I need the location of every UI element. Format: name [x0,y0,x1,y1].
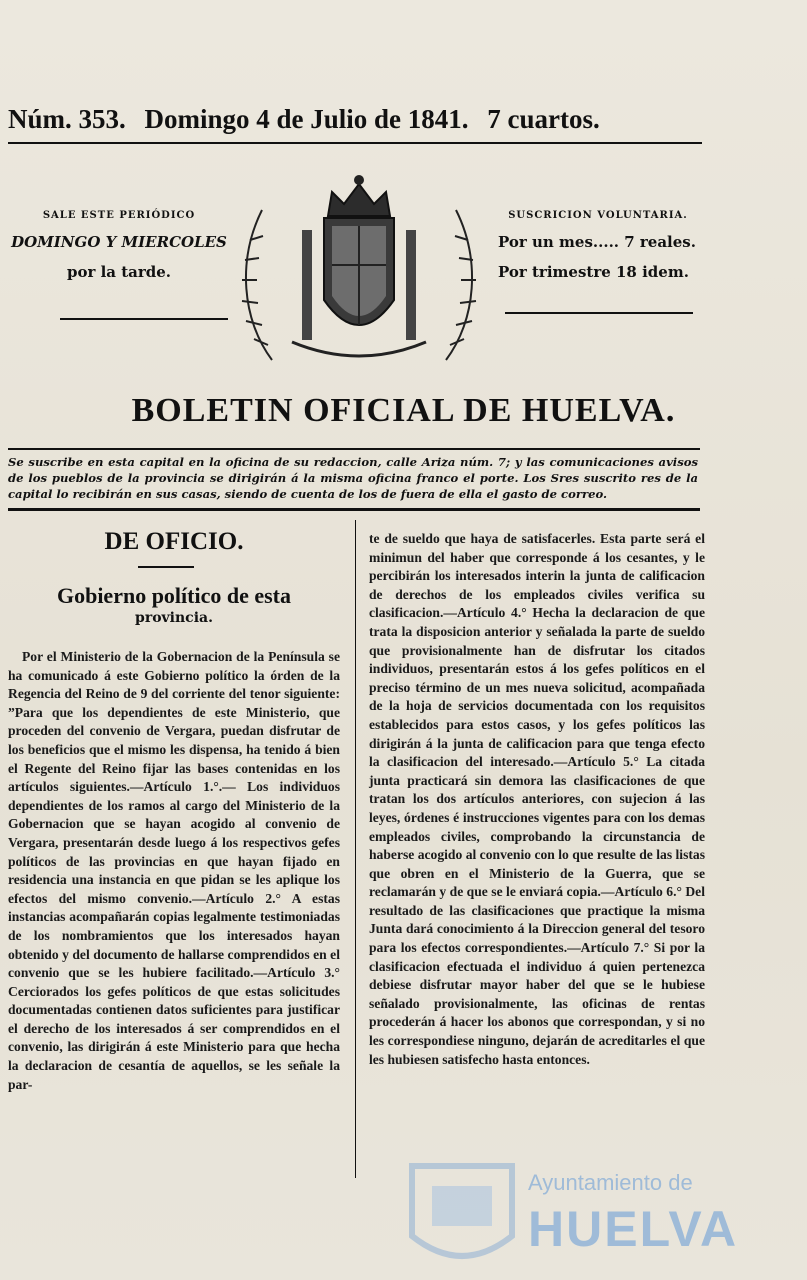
article-paragraph-continued: te de sueldo que haya de satisfacerles. Esta parte será el minimun del haber que corresponde á los cesantes, y le percibirán los interesados interin la junta de calificacion de derechos de los empleados civiles verifica su clasificacion.—Artículo 4.° Hecha la declaracion de que trata la disposicion anterior y señalada la parte de sueldo que provisionalmente han de disfrutar los citados individuos, presentarán estos á los gefes políticos en el preciso término de un mes nueva solicitud, acompañada de la hoja de servicios documentada con los requisitos establecidos para estos casos, y los gefes políticos las dirigirán á la junta de calificacion para que tenga efecto la clasificacion del interesado.—Artículo 5.° La citada junta practicará sin demora las clasificaciones de que tratan los dos artículos anteriores, con sujecion á las leyes, órdenes é instrucciones vigentes para con los demas empleados civiles, comprobando la circunstancia de haberse acogido al convenio con lo que resulte de las listas que obren en el Ministerio de la Guerra, que se reclamarán y de que se le enviará copia.—Artículo 6.° Del resultado de las clasificaciones que practique la misma Junta dará conocimiento á la Direccion general del tesoro para los efectos correspondientes.—Artículo 7.° Si por la clasificacion efectuada el individuo á quien pertenezca debiese disfrutar mayor haber del que se le hubiese señalado provisionalmente, las oficinas de rentas procederán á hacer los abonos que correspondan, y si no les correspondiese ninguno, dejarán de acreditarles el que les hubiesen satisfecho hasta entonces. [369,531,705,1067]
notice-top-rule [8,448,700,450]
publication-schedule [8,210,230,281]
article-heading-2: provincia. [135,610,213,626]
subscription-prices [498,210,698,281]
issue-number: Núm. 353. [8,104,126,134]
schedule-line-3: por la tarde. [66,263,172,281]
subscription-line-1: SUSCRICION VOLUNTARIA. [508,210,688,221]
section-heading: DE OFICIO. [104,528,244,555]
watermark-line-2: HUELVA [528,1201,739,1257]
left-block-rule [60,318,228,320]
schedule-line-1: SALE ESTE PERIÓDICO [42,210,196,221]
subscription-notice: Se suscribe en esta capital en la oficina de su redaccion, calle Ariza núm. 7; y las comunicaciones avisos de los pueblos de la provincia se dirigirán á la misma oficina franco el porte. Los Sres suscrito res de la capital lo recibirán en sus casas, siendo de cuenta de los de fuera de ella el gasto de correo. [8,455,698,501]
schedule-line-2: DOMINGO Y MIERCOLES [11,233,227,251]
subscription-line-2: Por un mes..... 7 reales. [498,233,696,251]
article-text-1 [8,648,340,1094]
coat-of-arms-icon [232,170,486,370]
section-rule [138,566,194,568]
article-text-2 [369,530,705,1069]
issue-date: Domingo 4 de Julio de 1841. [144,104,469,134]
masthead-title: BOLETIN OFICIAL DE HUELVA. [131,392,676,429]
subscription-line-3: Por trimestre 18 idem. [498,263,689,281]
article-heading: Gobierno político de esta [56,583,292,608]
column-divider [355,520,356,1178]
article-column-2 [369,530,705,1069]
article-paragraph: Por el Ministerio de la Gobernacion de la Península se ha comunicado á este Gobierno político la órden de la Regencia del Reino de 9 del corriente del tenor siguiente: ”Para que los dependientes de este Ministerio, que proceden del convenio de Vergara, puedan disfrutar de los beneficios que el mismo les dispensa, ha tenido á bien el Regente del Reino fijar las bases contenidas en los artículos siguientes.—Artículo 1.°.— Los individuos dependientes de los ramos al cargo del Ministerio de la Gobernacion que se hayan acogido al convenio de Vergara, presentarán desde luego á los respectivos gefes políticos de las provincias en que hayan fijado en residencia una instancia en que pidan se les aplique los efectos del mismo convenio.—Artículo 2.° A estas instancias acompañarán copias legalmente testimoniadas de los nombramientos que los interesados hayan obtenido y del documento de hallarse comprendidos en el convenio que se les hubiere facilitado.—Artículo 3.° Cerciorados los gefes políticos de que estas solicitudes documentadas contienen datos suficientes para justificar el derecho de los interesados á ser comprendidos en el convenio, las dirigirán á este Ministerio para que hecha la declaracion de cesantía de aquellos, se les señale la par- [8,649,340,1092]
issue-header [8,104,708,138]
issue-price: 7 cuartos. [487,104,600,134]
header-rule [8,142,702,144]
notice-bottom-rule [8,508,700,511]
right-block-rule [505,312,693,314]
watermark-line-1: Ayuntamiento de [528,1170,693,1195]
article-column-1 [8,528,340,1094]
